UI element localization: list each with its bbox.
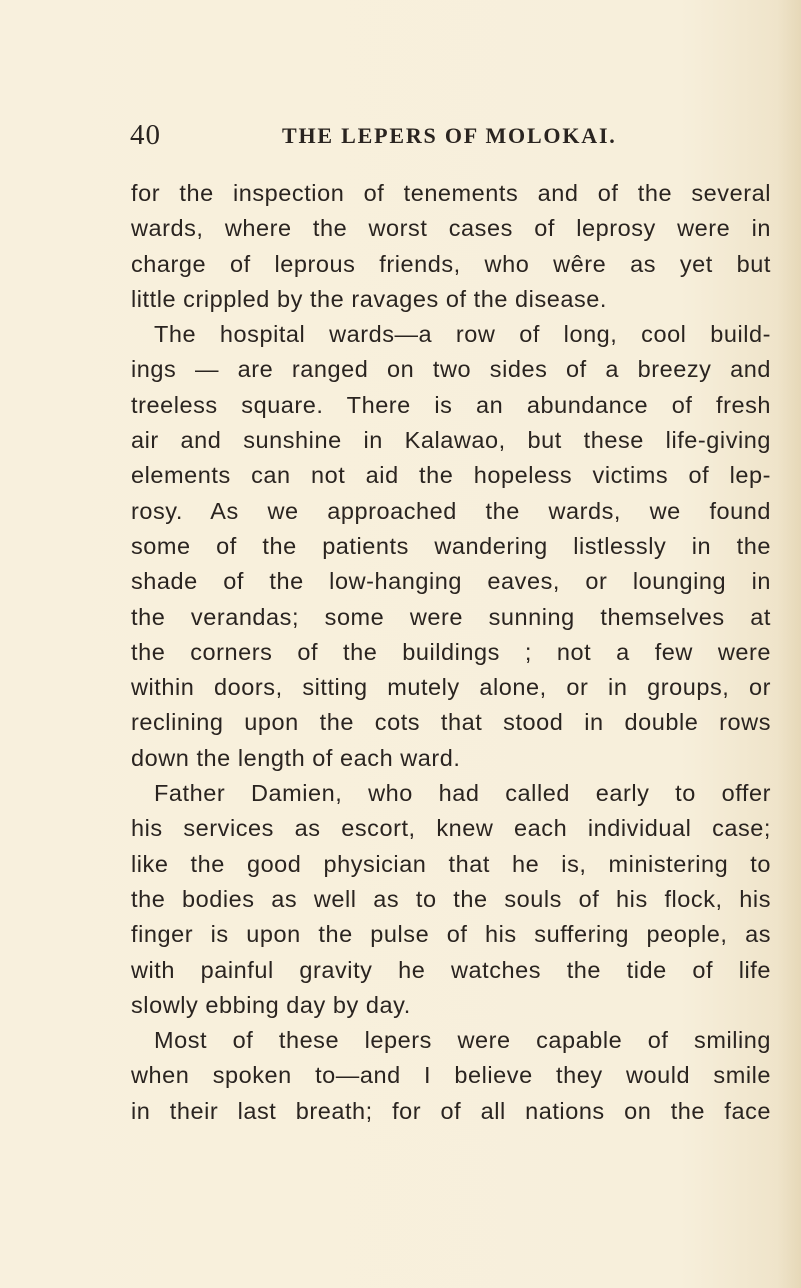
text-line: elements can not aid the hopeless victims of lep- [131,462,771,489]
text-line: the corners of the buildings ; not a few were [131,638,771,665]
text-line: air and sunshine in Kalawao, but these life-giving [131,427,771,454]
text-line: reclining upon the cots that stood in double rows [131,709,771,736]
page-number: 40 [130,119,161,151]
running-title: THE LEPERS OF MOLOKAI. [282,123,617,148]
text-line: some of the patients wandering listlessly in the [131,532,771,559]
text-line: the bodies as well as to the souls of his flock, his [131,885,771,912]
text-line: in their last breath; for of all nations on the face [131,1097,771,1124]
text-line: with painful gravity he watches the tide of life [131,956,771,983]
body-text [131,176,771,1129]
text-line: The hospital wards—a row of long, cool build- [154,321,771,348]
text-line: ings — are ranged on two sides of a breezy and [131,356,771,383]
text-line: the verandas; some were sunning themselves at [131,603,771,630]
text-line: charge of leprous friends, who wêre as yet but [131,250,771,277]
text-line: slowly ebbing day by day. [131,991,411,1018]
text-line: like the good physician that he is, ministering to [131,850,771,877]
text-line: when spoken to—and I believe they would smile [131,1062,771,1089]
text-line: Father Damien, who had called early to offer [154,780,771,807]
text-line: little crippled by the ravages of the disease. [131,285,607,312]
text-line: down the length of each ward. [131,744,461,771]
text-line: treeless square. There is an abundance of fresh [131,391,771,418]
text-line: finger is upon the pulse of his suffering people, as [131,921,771,948]
text-line: for the inspection of tenements and of the several [131,180,771,206]
text-line: his services as escort, knew each individual case; [131,815,771,842]
text-line: shade of the low-hanging eaves, or lounging in [131,568,771,595]
text-line: wards, where the worst cases of leprosy were in [131,215,771,242]
text-line: within doors, sitting mutely alone, or in groups, or [131,674,771,701]
text-line: Most of these lepers were capable of smiling [154,1027,771,1054]
page-header [130,120,770,150]
text-line: rosy. As we approached the wards, we found [131,497,771,524]
